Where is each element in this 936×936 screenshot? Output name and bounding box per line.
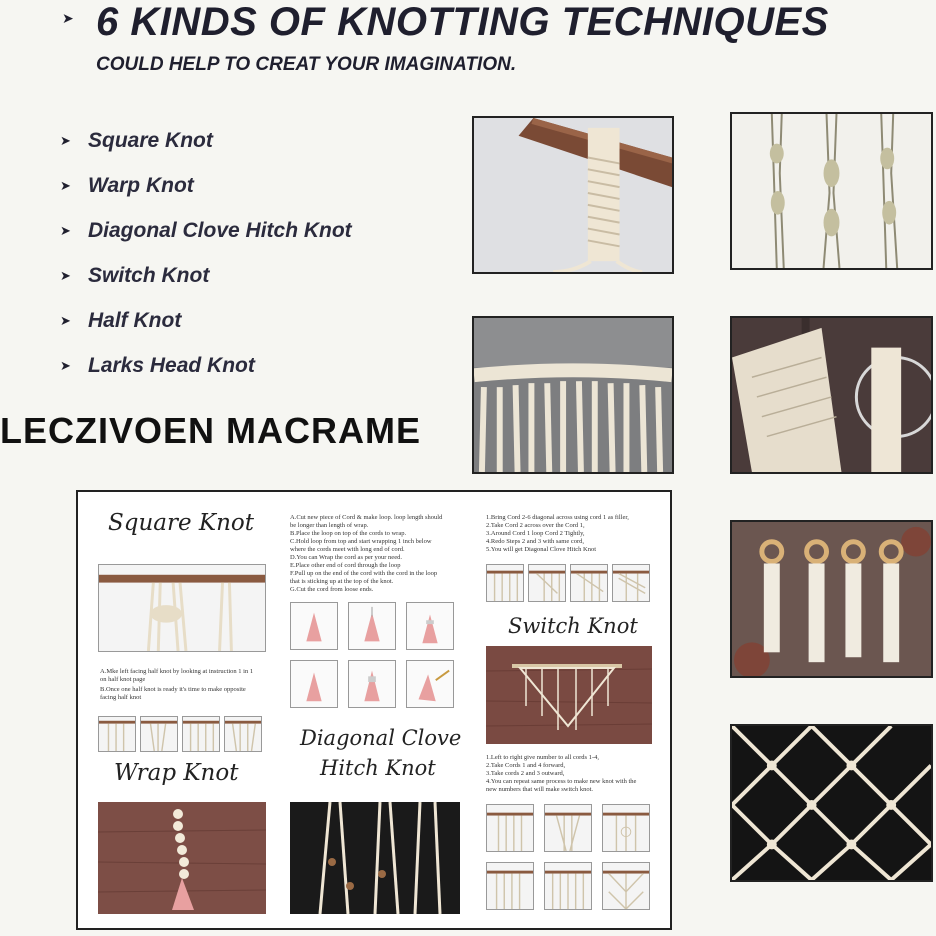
wrap-step-b: B.Place the loop on top of the cords to wrap. bbox=[290, 530, 407, 537]
list-item bbox=[60, 298, 352, 343]
step-thumb bbox=[182, 716, 220, 752]
wrap-knot-photo-small bbox=[98, 802, 266, 914]
step-thumb bbox=[544, 804, 592, 852]
tassel-step-thumb bbox=[290, 660, 338, 708]
square-knot-photo bbox=[472, 116, 674, 274]
tassel-step-thumb bbox=[348, 602, 396, 650]
title-arrow-icon: ➤ bbox=[62, 10, 74, 26]
step-thumb bbox=[570, 564, 608, 602]
wrap-step-a: A.Cut new piece of Cord & make loop. loop length should bbox=[290, 514, 443, 521]
diag-step-3: 3.Around Cord 1 loop Cord 2 Tightly, bbox=[486, 530, 585, 537]
step-thumb bbox=[486, 564, 524, 602]
switch-knot-heading: Switch Knot bbox=[508, 614, 638, 638]
larks-head-photo bbox=[472, 316, 674, 474]
knot-label: Switch Knot bbox=[88, 263, 210, 287]
triangle-right-icon: ➤ bbox=[60, 267, 71, 283]
page-subtitle: COULD HELP TO CREAT YOUR IMAGINATION. bbox=[96, 54, 517, 75]
triangle-right-icon: ➤ bbox=[60, 312, 71, 328]
triangle-right-icon: ➤ bbox=[60, 357, 71, 373]
diag-step-4: 4.Redo Steps 2 and 3 with same cord, bbox=[486, 538, 585, 545]
triangle-right-icon: ➤ bbox=[60, 177, 71, 193]
knot-label: Square Knot bbox=[88, 128, 213, 152]
wrap-step-c-cont: where the cords meet with long end of cord. bbox=[290, 546, 405, 553]
page-title: 6 KINDS OF KNOTTING TECHNIQUES bbox=[96, 0, 829, 44]
triangle-right-icon: ➤ bbox=[60, 132, 71, 148]
diagonal-clove-heading-2: Hitch Knot bbox=[320, 756, 436, 780]
diagonal-clove-photo bbox=[290, 802, 460, 914]
diag-step-1: 1.Bring Cord 2-6 diagonal across using cord 1 as filler, bbox=[486, 514, 629, 521]
step-thumb bbox=[224, 716, 262, 752]
brand-name: LECZIVOEN MACRAME bbox=[0, 410, 421, 451]
knot-label: Larks Head Knot bbox=[88, 353, 255, 377]
list-item bbox=[60, 118, 352, 163]
switch-step-2: 2.Take Cords 1 and 4 forward, bbox=[486, 762, 566, 769]
knot-label: Half Knot bbox=[88, 308, 182, 332]
diag-step-5: 5.You will get Diagonal Clove Hitch Knot bbox=[486, 546, 597, 553]
wrap-knot-photo bbox=[730, 112, 933, 270]
knot-label: Warp Knot bbox=[88, 173, 194, 197]
list-item bbox=[60, 163, 352, 208]
switch-step-5: new numbers that will make switch knot. bbox=[486, 786, 594, 793]
diag-step-2: 2.Take Cord 2 across over the Cord 1, bbox=[486, 522, 585, 529]
net-photo bbox=[730, 724, 933, 882]
switch-step-3: 3.Take cords 2 and 3 outward, bbox=[486, 770, 565, 777]
tassel-step-thumb bbox=[406, 660, 454, 708]
tassel-step-thumb bbox=[348, 660, 396, 708]
square-knot-step-2: on half knot page bbox=[100, 676, 146, 683]
square-knot-heading: Square Knot bbox=[108, 510, 255, 536]
diagonal-clove-heading-1: Diagonal Clove bbox=[300, 726, 462, 750]
step-thumb bbox=[486, 862, 534, 910]
switch-step-1: 1.Left to right give number to all cords 1-4, bbox=[486, 754, 600, 761]
step-thumb bbox=[140, 716, 178, 752]
wall-hanging-photo bbox=[730, 316, 933, 474]
step-thumb bbox=[544, 862, 592, 910]
triangle-right-icon: ➤ bbox=[60, 222, 71, 238]
wrap-step-d: D.You can Wrap the cord as per your need. bbox=[290, 554, 402, 561]
square-knot-step-3: B.Once one half knot is ready it's time to make opposite bbox=[100, 686, 246, 693]
list-item bbox=[60, 253, 352, 298]
step-thumb bbox=[602, 804, 650, 852]
step-thumb bbox=[486, 804, 534, 852]
wrap-step-f-cont: that is sticking up at the top of the knot. bbox=[290, 578, 394, 585]
switch-knot-photo bbox=[486, 646, 652, 744]
step-thumb bbox=[528, 564, 566, 602]
wrap-step-g: G.Cut the cord from loose ends. bbox=[290, 586, 374, 593]
knot-label: Diagonal Clove Hitch Knot bbox=[88, 218, 352, 242]
square-knot-diagram bbox=[98, 564, 266, 652]
wrap-step-f: F.Pull up on the end of the cord with the cord in the loop bbox=[290, 570, 438, 577]
square-knot-step-4: facing half knot bbox=[100, 694, 142, 701]
list-item bbox=[60, 208, 352, 253]
instruction-booklet bbox=[76, 490, 672, 930]
knot-list bbox=[60, 118, 352, 388]
square-knot-step-1: A.Mke left facing half knot by looking at instruction 1 in 1 bbox=[100, 668, 254, 675]
step-thumb bbox=[602, 862, 650, 910]
wrap-step-e: E.Place other end of cord through the loop bbox=[290, 562, 401, 569]
tassel-step-thumb bbox=[290, 602, 338, 650]
list-item bbox=[60, 343, 352, 388]
tassel-step-thumb bbox=[406, 602, 454, 650]
wrap-step-a-cont: be longer than length of wrap. bbox=[290, 522, 369, 529]
wrap-step-c: C.Hold loop from top and start wrapping 1 inch below bbox=[290, 538, 432, 545]
switch-step-4: 4.You can repeat same process to make new knot with the bbox=[486, 778, 637, 785]
step-thumb bbox=[612, 564, 650, 602]
wrap-knot-heading: Wrap Knot bbox=[114, 760, 239, 786]
keychain-photo bbox=[730, 520, 933, 678]
step-thumb bbox=[98, 716, 136, 752]
